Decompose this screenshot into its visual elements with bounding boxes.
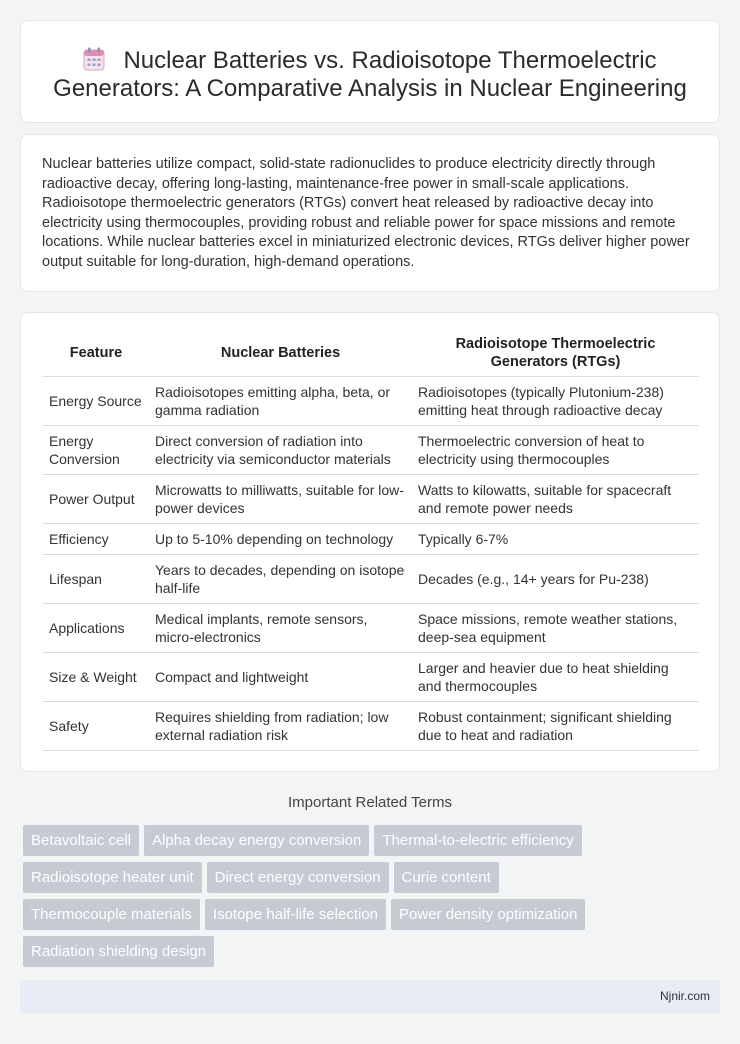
comparison-table — [43, 331, 699, 751]
table-row — [43, 603, 699, 652]
related-term-tag[interactable]: Direct energy conversion — [207, 862, 389, 893]
summary-card — [20, 134, 720, 292]
rtg-cell: Typically 6-7% — [412, 523, 699, 554]
related-term-tag[interactable]: Radioisotope heater unit — [23, 862, 202, 893]
title-card — [20, 20, 720, 123]
related-terms-heading: Important Related Terms — [288, 794, 452, 811]
nuclear-batteries-cell: Compact and lightweight — [149, 652, 412, 701]
feature-cell: Energy Source — [43, 376, 149, 425]
feature-cell: Size & Weight — [43, 652, 149, 701]
nuclear-batteries-cell: Years to decades, depending on isotope half-life — [149, 554, 412, 603]
footer — [20, 980, 720, 1013]
nuclear-batteries-cell: Up to 5-10% depending on technology — [149, 523, 412, 554]
rtg-cell: Radioisotopes (typically Plutonium-238) emitting heat through radioactive decay — [412, 376, 699, 425]
related-term-tag[interactable]: Thermocouple materials — [23, 899, 200, 930]
feature-cell: Efficiency — [43, 523, 149, 554]
related-term-tag[interactable]: Radiation shielding design — [23, 936, 214, 967]
tag-row — [23, 899, 723, 936]
table-row — [43, 652, 699, 701]
rtg-cell: Robust containment; significant shielding due to heat and radiation — [412, 701, 699, 750]
nuclear-batteries-cell: Requires shielding from radiation; low external radiation risk — [149, 701, 412, 750]
tag-row — [23, 825, 723, 862]
table-row — [43, 554, 699, 603]
nuclear-batteries-cell: Radioisotopes emitting alpha, beta, or gamma radiation — [149, 376, 412, 425]
summary-text: Nuclear batteries utilize compact, solid-state radionuclides to produce electricity directly through radioactive decay, offering long-lasting, maintenance-free power in small-scale applications. Radioisotope thermoelectric generators (RTGs) convert heat released by radioactive decay into electricity using thermocouples, providing robust and reliable power for space missions and remote locations. While nuclear batteries excel in miniaturized electronic devices, RTGs deliver higher power output suitable for long-duration, high-demand operations. — [42, 156, 690, 270]
table-row — [43, 376, 699, 425]
related-term-tag[interactable]: Isotope half-life selection — [205, 899, 386, 930]
feature-cell: Safety — [43, 701, 149, 750]
rtg-cell: Thermoelectric conversion of heat to electricity using thermocouples — [412, 425, 699, 474]
related-term-tag[interactable]: Alpha decay energy conversion — [144, 825, 369, 856]
table-row — [43, 701, 699, 750]
nuclear-batteries-cell: Medical implants, remote sensors, micro-electronics — [149, 603, 412, 652]
nuclear-batteries-cell: Microwatts to milliwatts, suitable for low-power devices — [149, 474, 412, 523]
related-terms-list — [23, 825, 723, 973]
tag-row — [23, 862, 723, 899]
related-term-tag[interactable]: Power density optimization — [391, 899, 585, 930]
feature-cell: Applications — [43, 603, 149, 652]
nuclear-batteries-cell: Direct conversion of radiation into electricity via semiconductor materials — [149, 425, 412, 474]
calendar-icon — [83, 47, 105, 71]
related-term-tag[interactable]: Betavoltaic cell — [23, 825, 139, 856]
footer-site-link[interactable]: Njnir.com — [659, 989, 710, 1003]
rtg-cell: Larger and heavier due to heat shielding and thermocouples — [412, 652, 699, 701]
related-term-tag[interactable]: Thermal-to-electric efficiency — [374, 825, 581, 856]
tag-row — [23, 936, 723, 973]
column-header-rtgs: Radioisotope Thermoelectric Generators (RTGs) — [412, 331, 699, 376]
feature-cell: Energy Conversion — [43, 425, 149, 474]
column-header-nuclear-batteries: Nuclear Batteries — [149, 331, 412, 376]
rtg-cell: Space missions, remote weather stations, deep-sea equipment — [412, 603, 699, 652]
page-title-text: Nuclear Batteries vs. Radioisotope Thermoelectric Generators: A Comparative Analysis in Nuclear Engineering — [53, 47, 687, 102]
feature-cell: Lifespan — [43, 554, 149, 603]
table-row — [43, 474, 699, 523]
column-header-feature: Feature — [43, 331, 149, 376]
table-row — [43, 425, 699, 474]
rtg-cell: Watts to kilowatts, suitable for spacecraft and remote power needs — [412, 474, 699, 523]
table-row — [43, 523, 699, 554]
feature-cell: Power Output — [43, 474, 149, 523]
rtg-cell: Decades (e.g., 14+ years for Pu-238) — [412, 554, 699, 603]
related-term-tag[interactable]: Curie content — [394, 862, 499, 893]
comparison-table-card — [20, 312, 720, 772]
page-title — [21, 21, 719, 103]
table-header-row — [43, 331, 699, 376]
